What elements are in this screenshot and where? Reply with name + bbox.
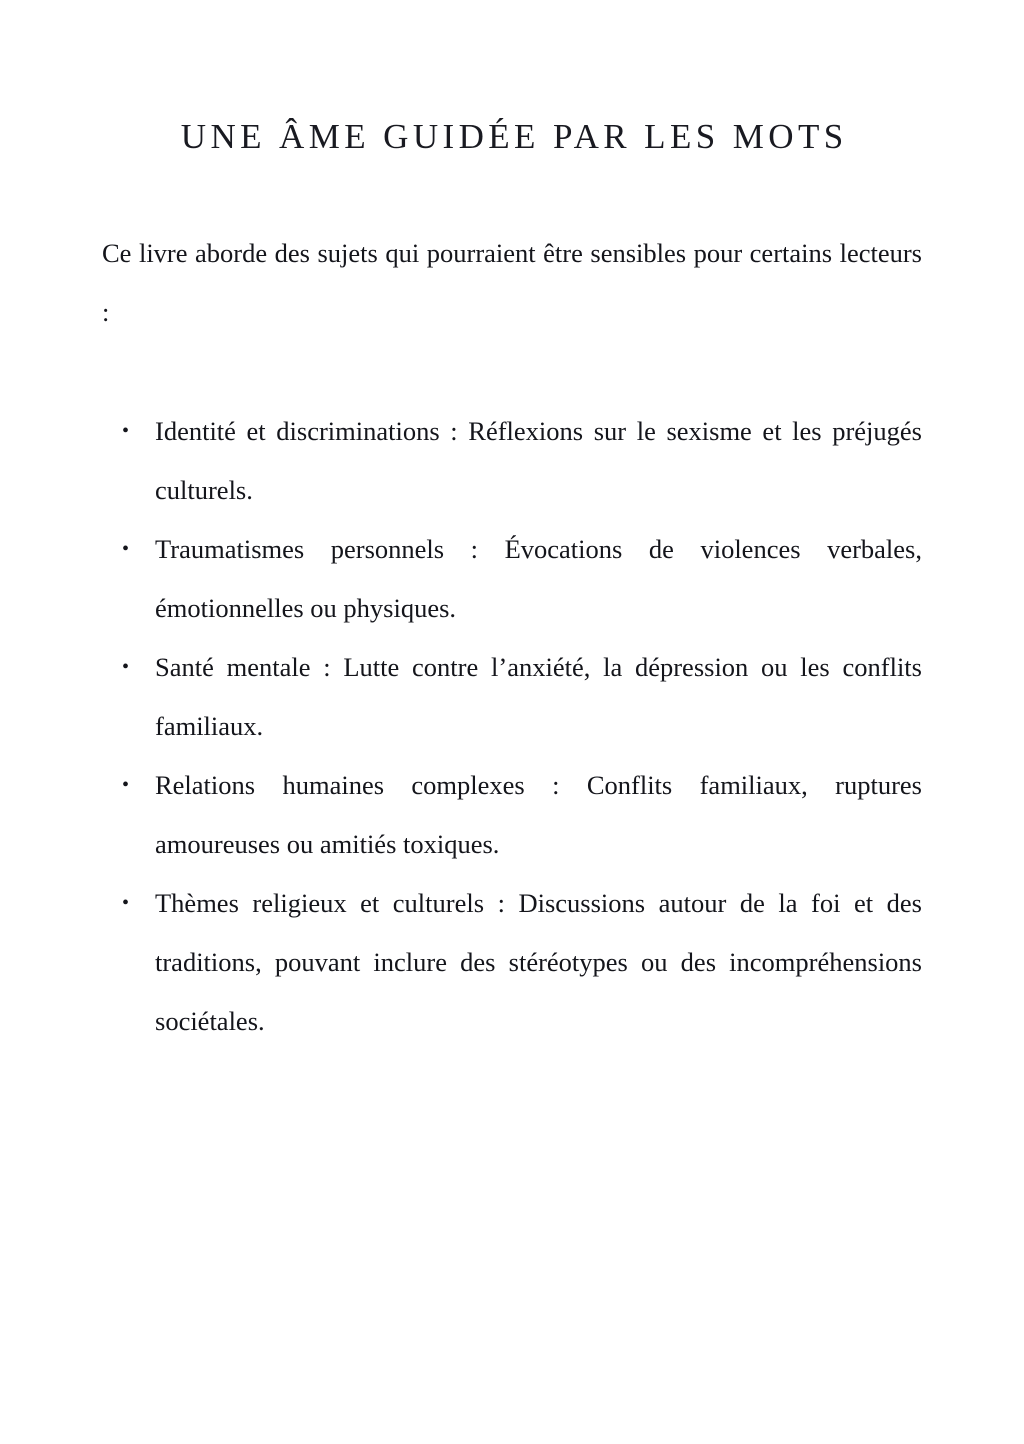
bullet-icon: • bbox=[122, 774, 130, 796]
list-item-label: Thèmes religieux et culturels : Discussions autour de la foi et des traditions, pouvant inclure des stéréotypes ou des incompréhensions sociétales. bbox=[155, 888, 922, 1036]
bullet-icon: • bbox=[122, 538, 130, 560]
bullet-icon: • bbox=[122, 420, 130, 442]
list-item bbox=[102, 402, 922, 520]
list-item bbox=[102, 756, 922, 874]
bullet-icon: • bbox=[122, 656, 130, 678]
list-item bbox=[102, 520, 922, 638]
intro-paragraph: Ce livre aborde des sujets qui pourraient être sensibles pour certains lecteurs : bbox=[102, 238, 922, 327]
list-item-label: Traumatismes personnels : Évocations de violences verbales, émotionnelles ou physiques. bbox=[155, 534, 922, 623]
list-item bbox=[102, 638, 922, 756]
page-title: UNE ÂME GUIDÉE PAR LES MOTS bbox=[180, 117, 848, 157]
list-item-label: Relations humaines complexes : Conflits familiaux, ruptures amoureuses ou amitiés toxiques. bbox=[155, 770, 922, 859]
content-body bbox=[102, 224, 922, 1051]
list-item-label: Santé mentale : Lutte contre l’anxiété, la dépression ou les conflits familiaux. bbox=[155, 652, 922, 741]
list-item-label: Identité et discriminations : Réflexions sur le sexisme et les préjugés culturels. bbox=[155, 416, 922, 505]
sensitive-topics-list bbox=[102, 402, 922, 1051]
bullet-icon: • bbox=[122, 892, 130, 914]
list-item bbox=[102, 874, 922, 1051]
